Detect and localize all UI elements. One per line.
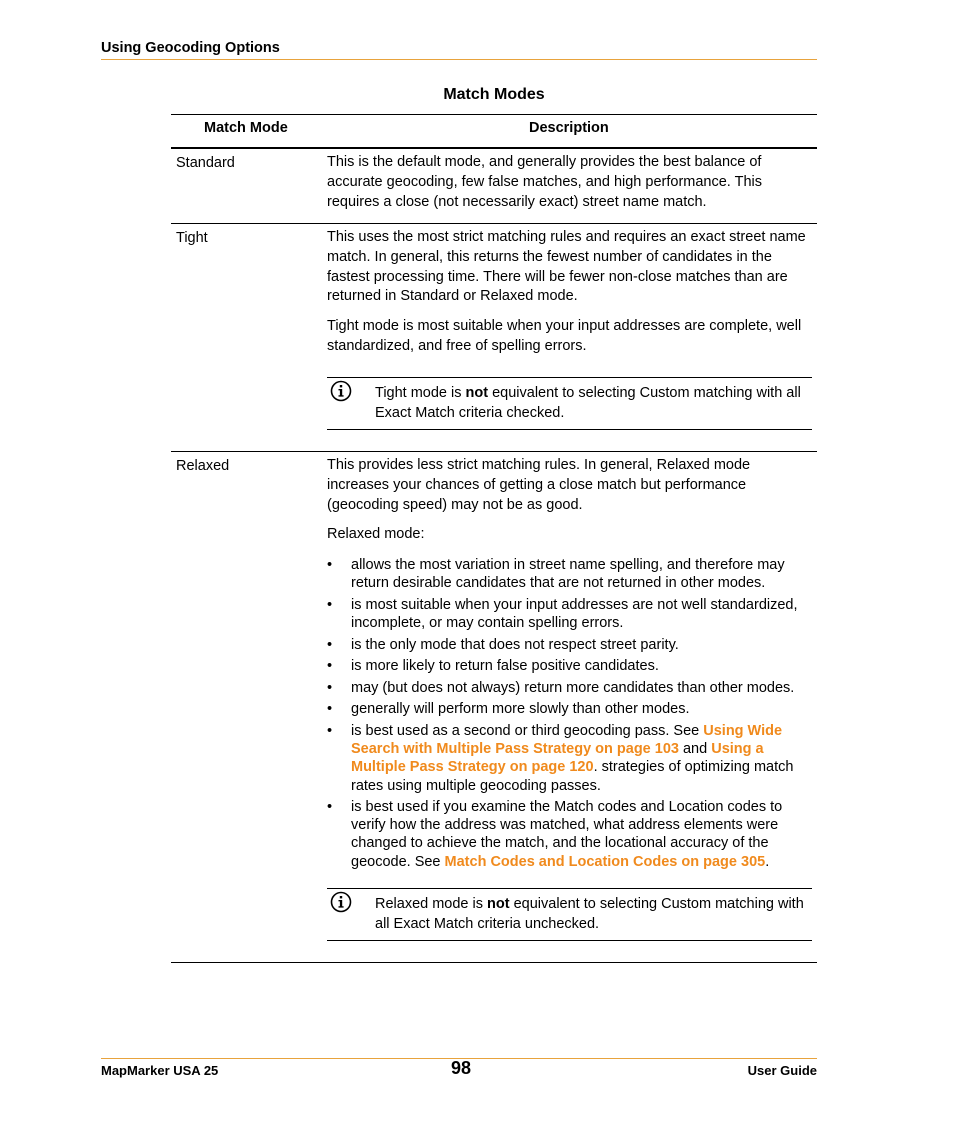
row-divider <box>171 223 817 224</box>
mode-name: Tight <box>176 230 208 246</box>
note-text-part: Tight mode is <box>375 385 466 401</box>
note-bottom-rule <box>327 940 812 941</box>
note-top-rule <box>327 888 812 889</box>
list-item <box>327 636 815 654</box>
text-run: is best used if you examine the Match codes and Location codes to verify how the address was matched, what address elements were changed to achieve the match, and the locational accuracy of the geocode. See <box>351 799 783 870</box>
list-item <box>327 596 815 632</box>
page-number: 98 <box>451 1058 472 1078</box>
bullet-marker: • <box>327 723 333 739</box>
row-divider <box>171 451 817 452</box>
text-run: . <box>765 853 770 870</box>
list-item-text: generally will perform more slowly than other modes. <box>351 701 690 717</box>
header-title: Using Geocoding Options <box>101 40 280 56</box>
note-emphasis: not <box>465 385 489 401</box>
mode-description: This is the default mode, and generally provides the best balance of accurate geocoding, few false matches, and high performance. This requires a close (not necessarily exact) street name match. <box>327 154 762 210</box>
list-item <box>327 679 815 697</box>
cross-reference-link[interactable]: Match Codes and Location Codes on page 305 <box>444 853 766 870</box>
info-circle-icon <box>330 891 352 913</box>
list-item <box>327 556 815 592</box>
bullet-marker: • <box>327 799 333 815</box>
header-bottom-rule <box>171 147 817 149</box>
bullet-marker: • <box>327 597 333 613</box>
bullet-marker: • <box>327 680 333 696</box>
cross-reference-link[interactable]: Using a Multiple Pass Strategy on page 120 <box>351 741 764 776</box>
table-top-rule <box>171 114 817 115</box>
mode-name: Standard <box>176 155 235 171</box>
note-text <box>375 384 815 424</box>
list-item <box>327 700 815 718</box>
list-item-text: may (but does not always) return more candidates than other modes. <box>351 680 795 696</box>
list-item <box>327 722 815 795</box>
note-top-rule <box>327 377 812 378</box>
text-run: . strategies of optimizing match rates using multiple geocoding passes. <box>351 759 794 794</box>
column-header-mode: Match Mode <box>204 120 288 136</box>
mode-description-extra: Relaxed mode: <box>327 526 425 542</box>
list-item <box>327 798 815 871</box>
list-item-text: is the only mode that does not respect street parity. <box>351 637 679 653</box>
list-item <box>327 657 815 675</box>
mode-description-extra: Tight mode is most suitable when your input addresses are complete, well standardized, and free of spelling errors. <box>327 318 802 354</box>
table-caption: Match Modes <box>443 86 545 103</box>
bullet-marker: • <box>327 658 333 674</box>
list-item-text: is more likely to return false positive candidates. <box>351 658 659 674</box>
list-item-text <box>351 798 815 871</box>
info-circle-icon <box>330 380 352 402</box>
column-header-description: Description <box>529 120 609 136</box>
note-text <box>375 895 815 935</box>
cross-reference-link[interactable]: Using Wide Search with Multiple Pass Strategy on page 103 <box>351 723 783 758</box>
note-text-part: Relaxed mode is <box>375 896 488 912</box>
footer-doc-type: User Guide <box>747 1063 817 1078</box>
note-text-part: equivalent to selecting Custom matching with all Exact Match criteria checked. <box>375 385 801 421</box>
text-run: is best used as a second or third geocoding pass. See <box>351 723 704 739</box>
list-item-text <box>351 722 815 795</box>
header-rule <box>101 59 817 60</box>
mode-description: This uses the most strict matching rules and requires an exact street name match. In general, this returns the fewest number of candidates in the fastest processing time. There will be fewer non-close matches than are returned in Standard or Relaxed mode. <box>327 229 806 305</box>
bullet-marker: • <box>327 701 333 717</box>
table-bottom-rule <box>171 962 817 963</box>
note-bottom-rule <box>327 429 812 430</box>
bullet-marker: • <box>327 637 333 653</box>
footer-product: MapMarker USA 25 <box>101 1063 219 1078</box>
text-run: and <box>678 741 712 758</box>
list-item-text: is most suitable when your input addresses are not well standardized, incomplete, or may contain spelling errors. <box>351 597 798 632</box>
mode-description: This provides less strict matching rules. In general, Relaxed mode increases your chances of getting a close match but performance (geocoding speed) may not be as good. <box>327 457 751 513</box>
mode-name: Relaxed <box>176 458 230 474</box>
list-item-text: allows the most variation in street name spelling, and therefore may return desirable candidates that are not returned in other modes. <box>351 557 785 592</box>
bullet-marker: • <box>327 557 333 573</box>
note-emphasis: not <box>487 896 510 912</box>
note-text-part: equivalent to selecting Custom matching with all Exact Match criteria unchecked. <box>375 896 804 932</box>
